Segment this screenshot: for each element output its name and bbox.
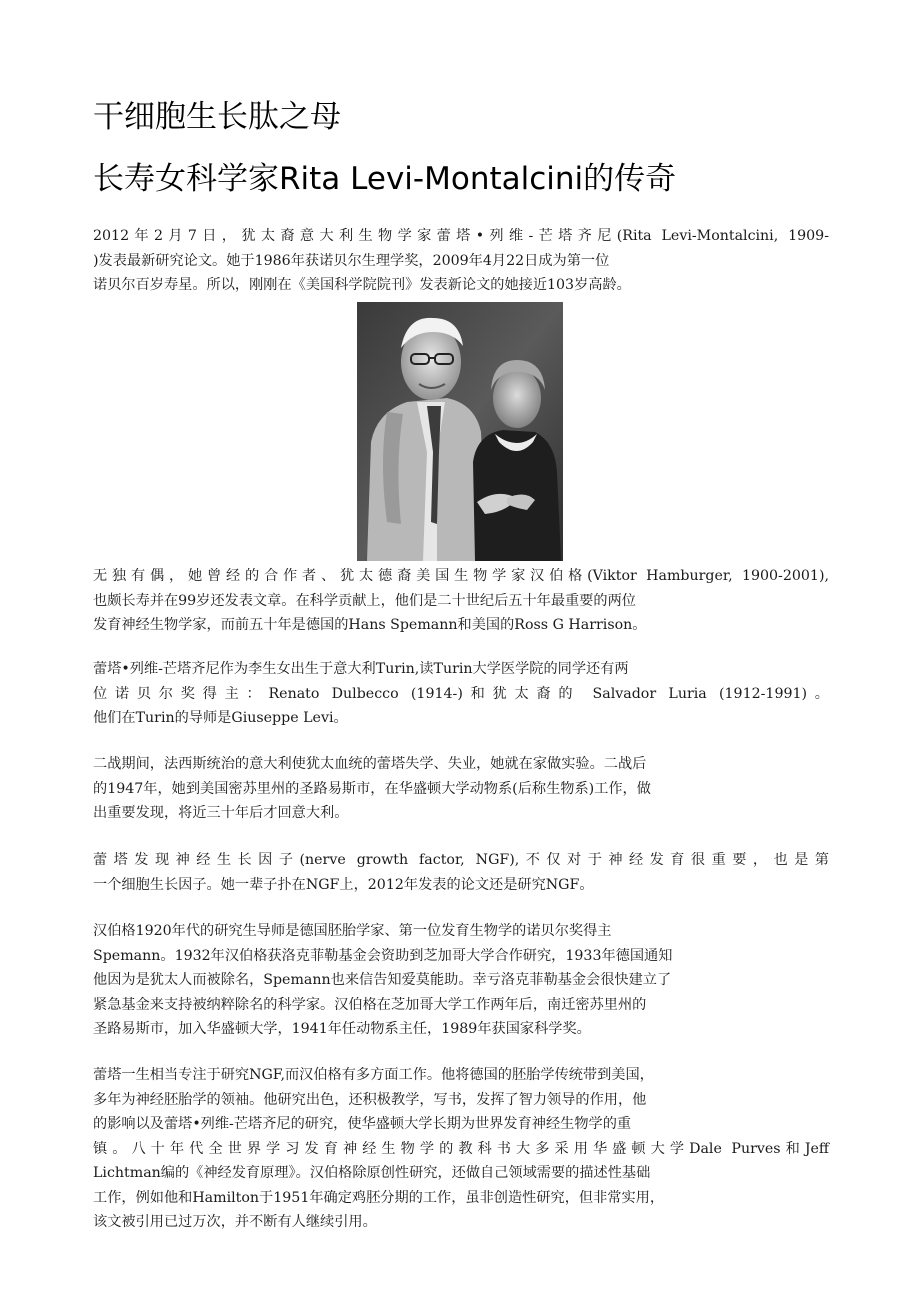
text-line: 2012年2月7日，犹太裔意大利生物学家蕾塔•列维-芒塔齐尼(Rita Levi-Montalcini, 1909- xyxy=(93,228,829,244)
text-line: 汉伯格1920年代的研究生导师是德国胚胎学家、第一位发育生物学的诺贝尔奖得主 xyxy=(93,923,612,939)
paragraph-wartime xyxy=(93,752,829,826)
portrait-photo xyxy=(357,302,563,561)
text-line: 蕾塔发现神经生长因子(nerve growth factor, NGF),不仅对于神经发育很重要，也是第 xyxy=(93,852,829,868)
text-line: 他们在Turin的导师是Giuseppe Levi。 xyxy=(93,710,348,726)
text-line: 无独有偶，她曾经的合作者、犹太德裔美国生物学家汉伯格(Viktor Hamburger, 1900-2001), xyxy=(93,568,829,584)
text-line: 也颇长寿并在99岁还发表文章。在科学贡献上，他们是二十世纪后五十年最重要的两位 xyxy=(93,592,636,609)
text-line: 圣路易斯市，加入华盛顿大学，1941年任动物系主任，1989年获国家科学奖。 xyxy=(93,1021,591,1037)
paragraph-hamburger xyxy=(93,564,829,638)
text-line: 该文被引用已过万次，并不断有人继续引用。 xyxy=(93,1214,377,1230)
text-line: )发表最新研究论文。她于1986年获诺贝尔生理学奖，2009年4月22日成为第一位 xyxy=(93,252,610,269)
text-line: 他因为是犹太人而被除名，Spemann也来信告知爱莫能助。幸亏洛克菲勒基金会很快建立了 xyxy=(93,972,672,988)
text-line: 二战期间，法西斯统治的意大利使犹太血统的蕾塔失学、失业，她就在家做实验。二战后 xyxy=(93,756,647,772)
text-line: Spemann。1932年汉伯格获洛克菲勒基金会资助到芝加哥大学合作研究，1933年德国通知 xyxy=(93,947,673,964)
text-line: 蕾塔一生相当专注于研究NGF,而汉伯格有多方面工作。他将德国的胚胎学传统带到美国， xyxy=(93,1067,654,1083)
title-line-2: 长寿女科学家Rita Levi-Montalcini的传奇 xyxy=(93,161,677,197)
paragraph-ngf xyxy=(93,848,829,897)
text-line: 的影响以及蕾塔•列维-芒塔齐尼的研究，使华盛顿大学长期为世界发育神经生物学的重 xyxy=(93,1116,632,1132)
text-line: 镇。八十年代全世界学习发育神经生物学的教科书大多采用华盛顿大学Dale Purves和Jeff xyxy=(93,1140,829,1157)
text-line: 工作，例如他和Hamilton于1951年确定鸡胚分期的工作，虽非创造性研究，但非常实用， xyxy=(93,1189,665,1206)
text-line: 位诺贝尔奖得主：Renato Dulbecco (1914-)和犹太裔的 Salvador Luria (1912-1991)。 xyxy=(93,685,829,702)
text-line: 蕾塔•列维-芒塔齐尼作为李生女出生于意大利Turin,读Turin大学医学院的同学还有两 xyxy=(93,661,629,677)
paragraph-spemann xyxy=(93,919,829,1042)
text-line: 发育神经生物学家，而前五十年是德国的Hans Spemann和美国的Ross G Harrison。 xyxy=(93,617,647,633)
text-line: 紧急基金来支持被纳粹除名的科学家。汉伯格在芝加哥大学工作两年后，南迁密苏里州的 xyxy=(93,996,647,1013)
text-line: 出重要发现，将近三十年后才回意大利。 xyxy=(93,805,349,821)
text-line: 一个细胞生长因子。她一辈子扑在NGF上，2012年发表的论文还是研究NGF。 xyxy=(93,876,594,893)
text-line: Lichtman编的《神经发育原理》。汉伯格除原创性研究，还做自己领域需要的描述性基础 xyxy=(93,1165,651,1181)
text-line: 多年为神经胚胎学的领袖。他研究出色，还积极教学，写书，发挥了智力领导的作用，他 xyxy=(93,1091,647,1108)
paragraph-turin xyxy=(93,657,829,731)
paragraph-legacy xyxy=(93,1063,829,1235)
text-line: 诺贝尔百岁寿星。所以，刚刚在《美国科学院院刊》发表新论文的她接近103岁高龄。 xyxy=(93,277,631,293)
title-line-1: 干细胞生长肽之母 xyxy=(93,99,341,135)
text-line: 的1947年，她到美国密苏里州的圣路易斯市，在华盛顿大学动物系(后称生物系)工作，做 xyxy=(93,780,651,797)
paragraph-intro xyxy=(93,224,829,298)
